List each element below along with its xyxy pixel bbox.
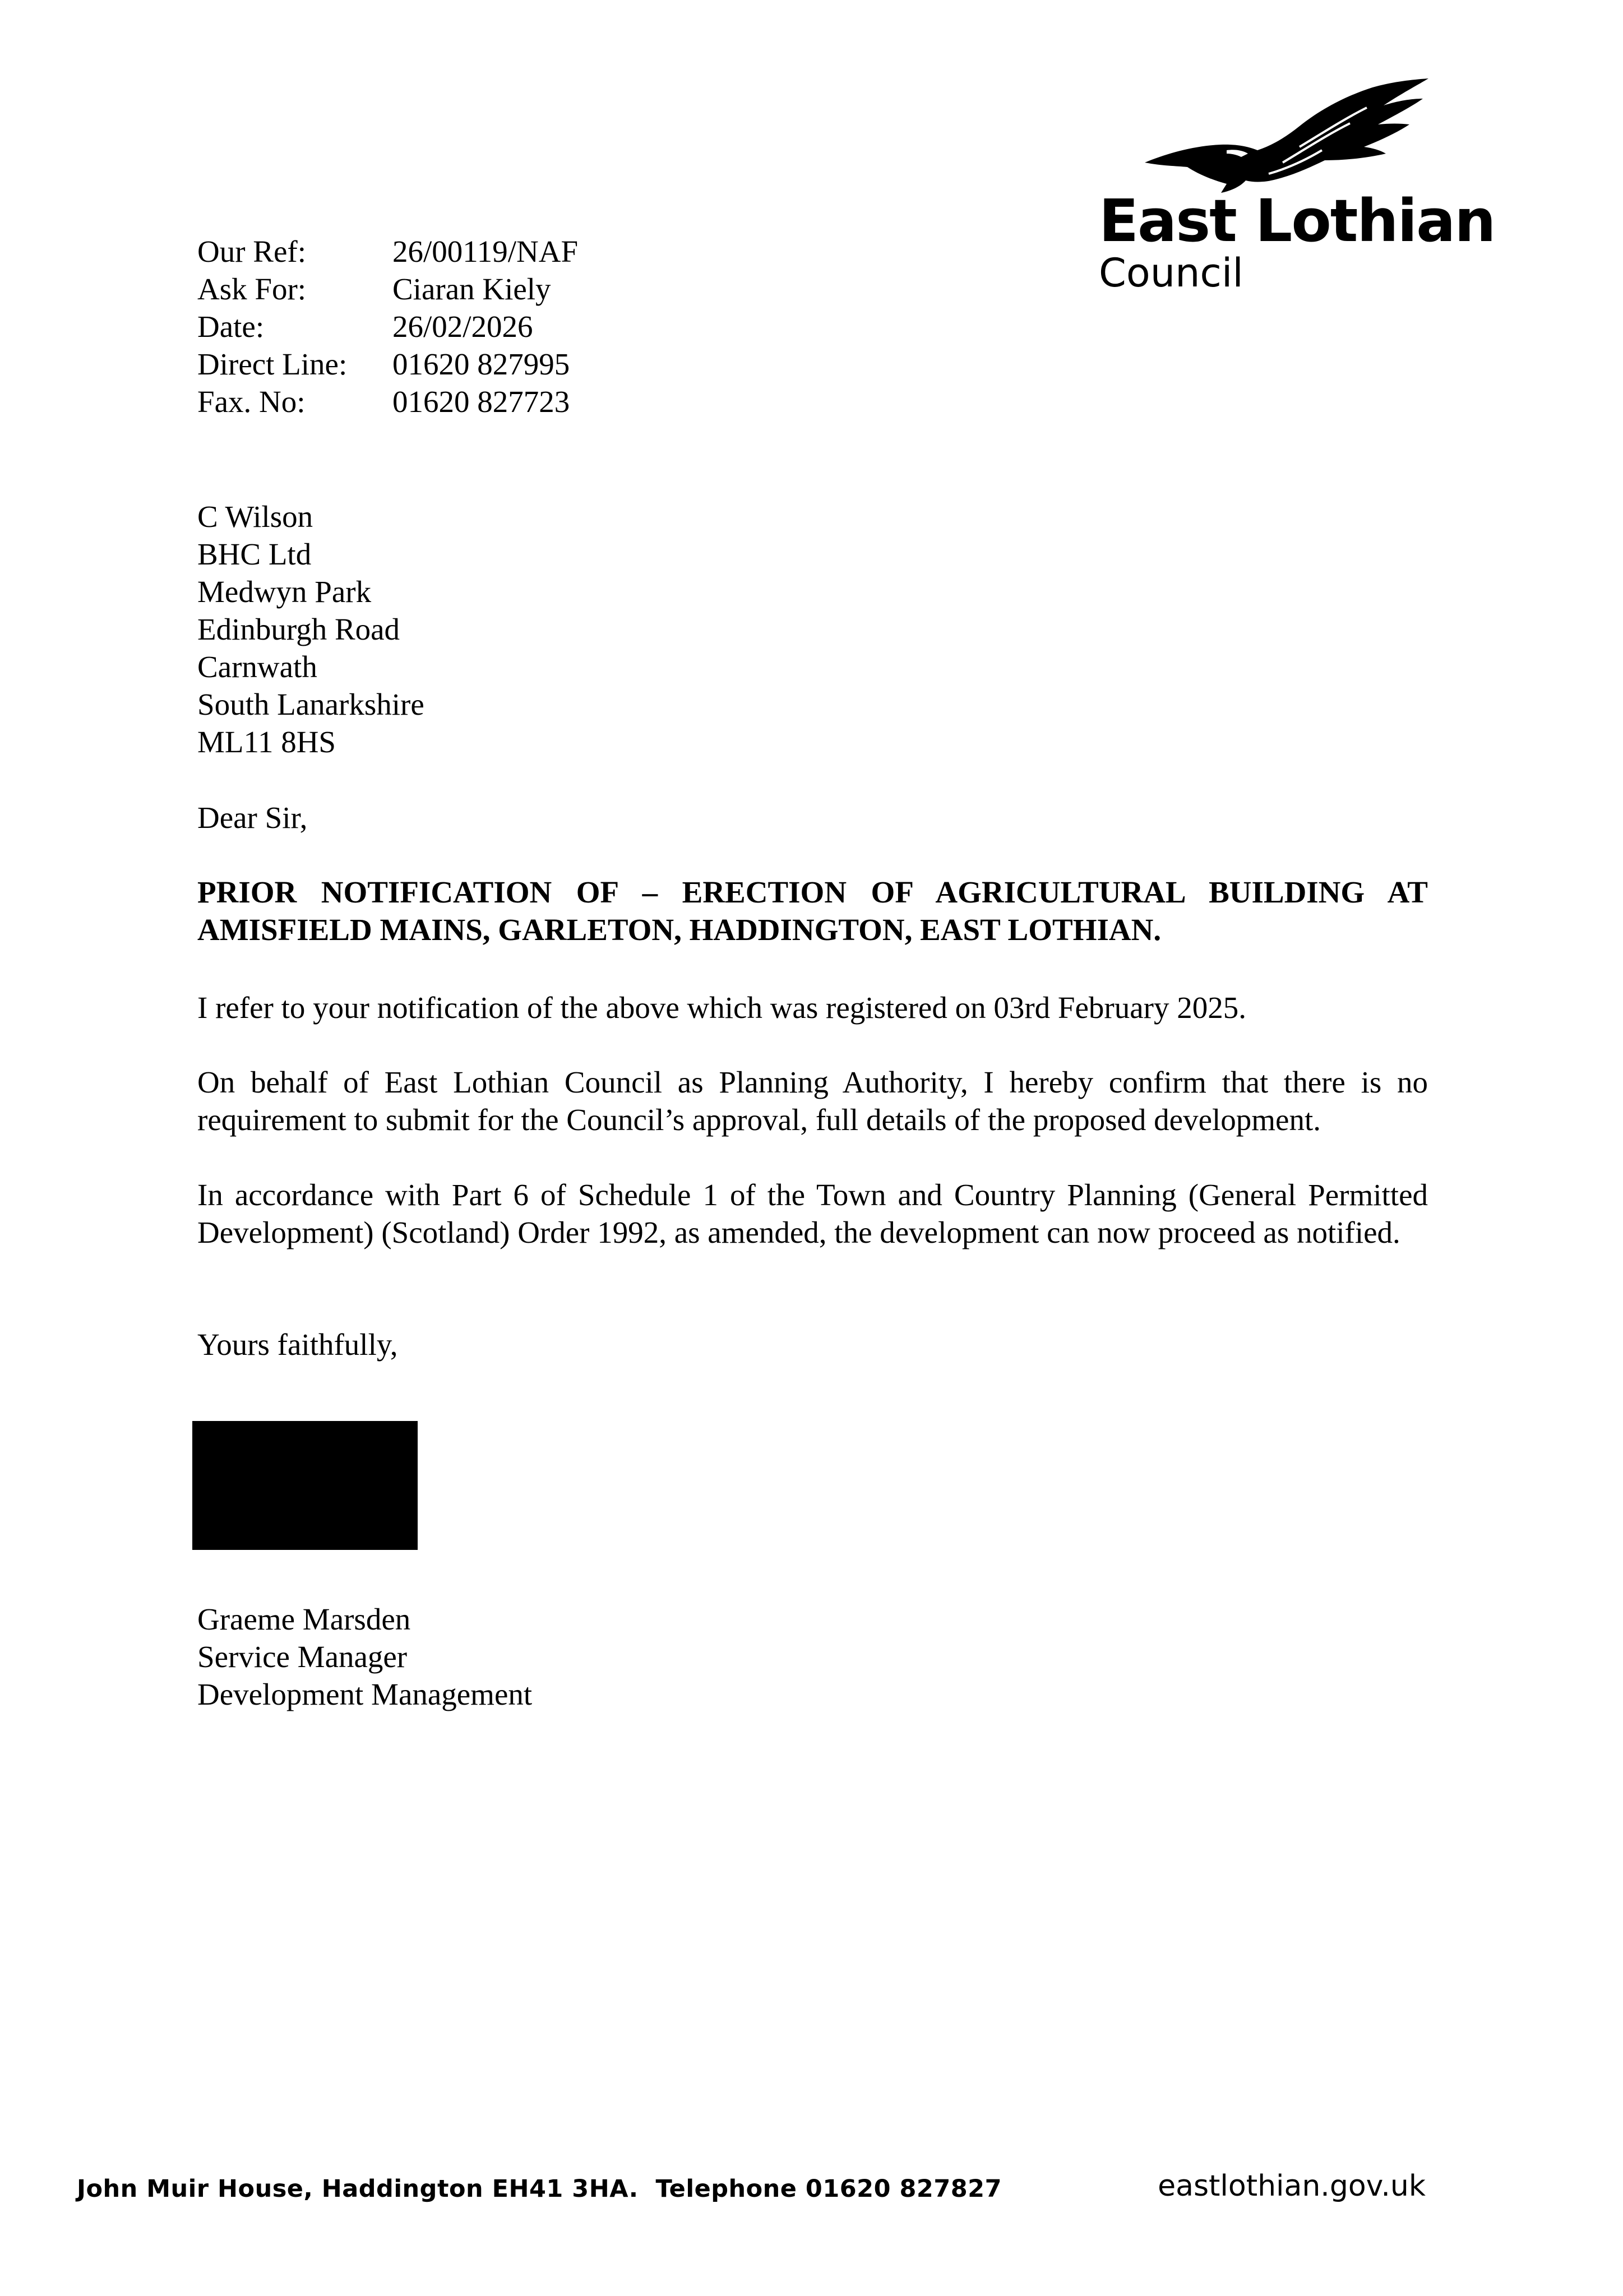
reference-value: 26/02/2026 [392, 309, 533, 344]
reference-label: Direct Line: [197, 347, 348, 381]
body-paragraph: In accordance with Part 6 of Schedule 1 of the Town and Country Planning (General Permitted Development) (Scotland) Order 1992, as amended, the development can now proceed as notified. [197, 1178, 1428, 1249]
address-line: BHC Ltd [197, 537, 312, 571]
address-line: C Wilson [197, 499, 313, 534]
logo-name: East Lothian [1099, 187, 1495, 255]
address-line: ML11 8HS [197, 725, 336, 759]
body-paragraph: On behalf of East Lothian Council as Planning Authority, I hereby confirm that there is no requirement to submit for the Council’s approval, full details of the proposed development. [197, 1065, 1428, 1137]
subject-line: AMISFIELD MAINS, GARLETON, HADDINGTON, EAST LOTHIAN. [197, 913, 1162, 947]
signatory-name: Graeme Marsden [197, 1602, 411, 1636]
council-logo [1099, 78, 1525, 295]
address-line: Carnwath [197, 650, 317, 684]
signatory-block [197, 1600, 532, 1713]
address-line: Edinburgh Road [197, 612, 400, 646]
redacted-signature [192, 1421, 418, 1550]
subject-line: PRIOR NOTIFICATION OF – ERECTION OF AGRICULTURAL BUILDING AT [197, 875, 1428, 909]
reference-value: Ciaran Kiely [392, 272, 551, 306]
address-line: Medwyn Park [197, 575, 372, 609]
eagle-icon [1143, 78, 1434, 196]
reference-value: 01620 827723 [392, 385, 570, 419]
reference-label: Date: [197, 309, 265, 344]
reference-row [197, 270, 578, 308]
closing: Yours faithfully, [197, 1327, 398, 1362]
address-line: South Lanarkshire [197, 687, 424, 721]
reference-value: 26/00119/NAF [392, 234, 579, 269]
reference-value: 01620 827995 [392, 347, 570, 381]
reference-row [197, 233, 578, 270]
signatory-title: Service Manager [197, 1640, 408, 1674]
footer-address: John Muir House, Haddington EH41 3HA. Telephone 01620 827827 [77, 2175, 1002, 2203]
signatory-department: Development Management [197, 1677, 533, 1711]
reference-row [197, 383, 578, 420]
reference-label: Our Ref: [197, 234, 306, 269]
logo-subtitle: Council [1099, 250, 1243, 296]
body-paragraph: I refer to your notification of the above which was registered on 03rd February 2025. [197, 990, 1246, 1025]
recipient-address [197, 498, 424, 761]
reference-row [197, 308, 578, 345]
footer-website: eastlothian.gov.uk [1158, 2169, 1426, 2203]
reference-row [197, 345, 578, 383]
subject-heading [197, 873, 1428, 948]
reference-label: Fax. No: [197, 385, 306, 419]
reference-label: Ask For: [197, 272, 307, 306]
reference-block [197, 233, 578, 420]
salutation: Dear Sir, [197, 800, 308, 835]
